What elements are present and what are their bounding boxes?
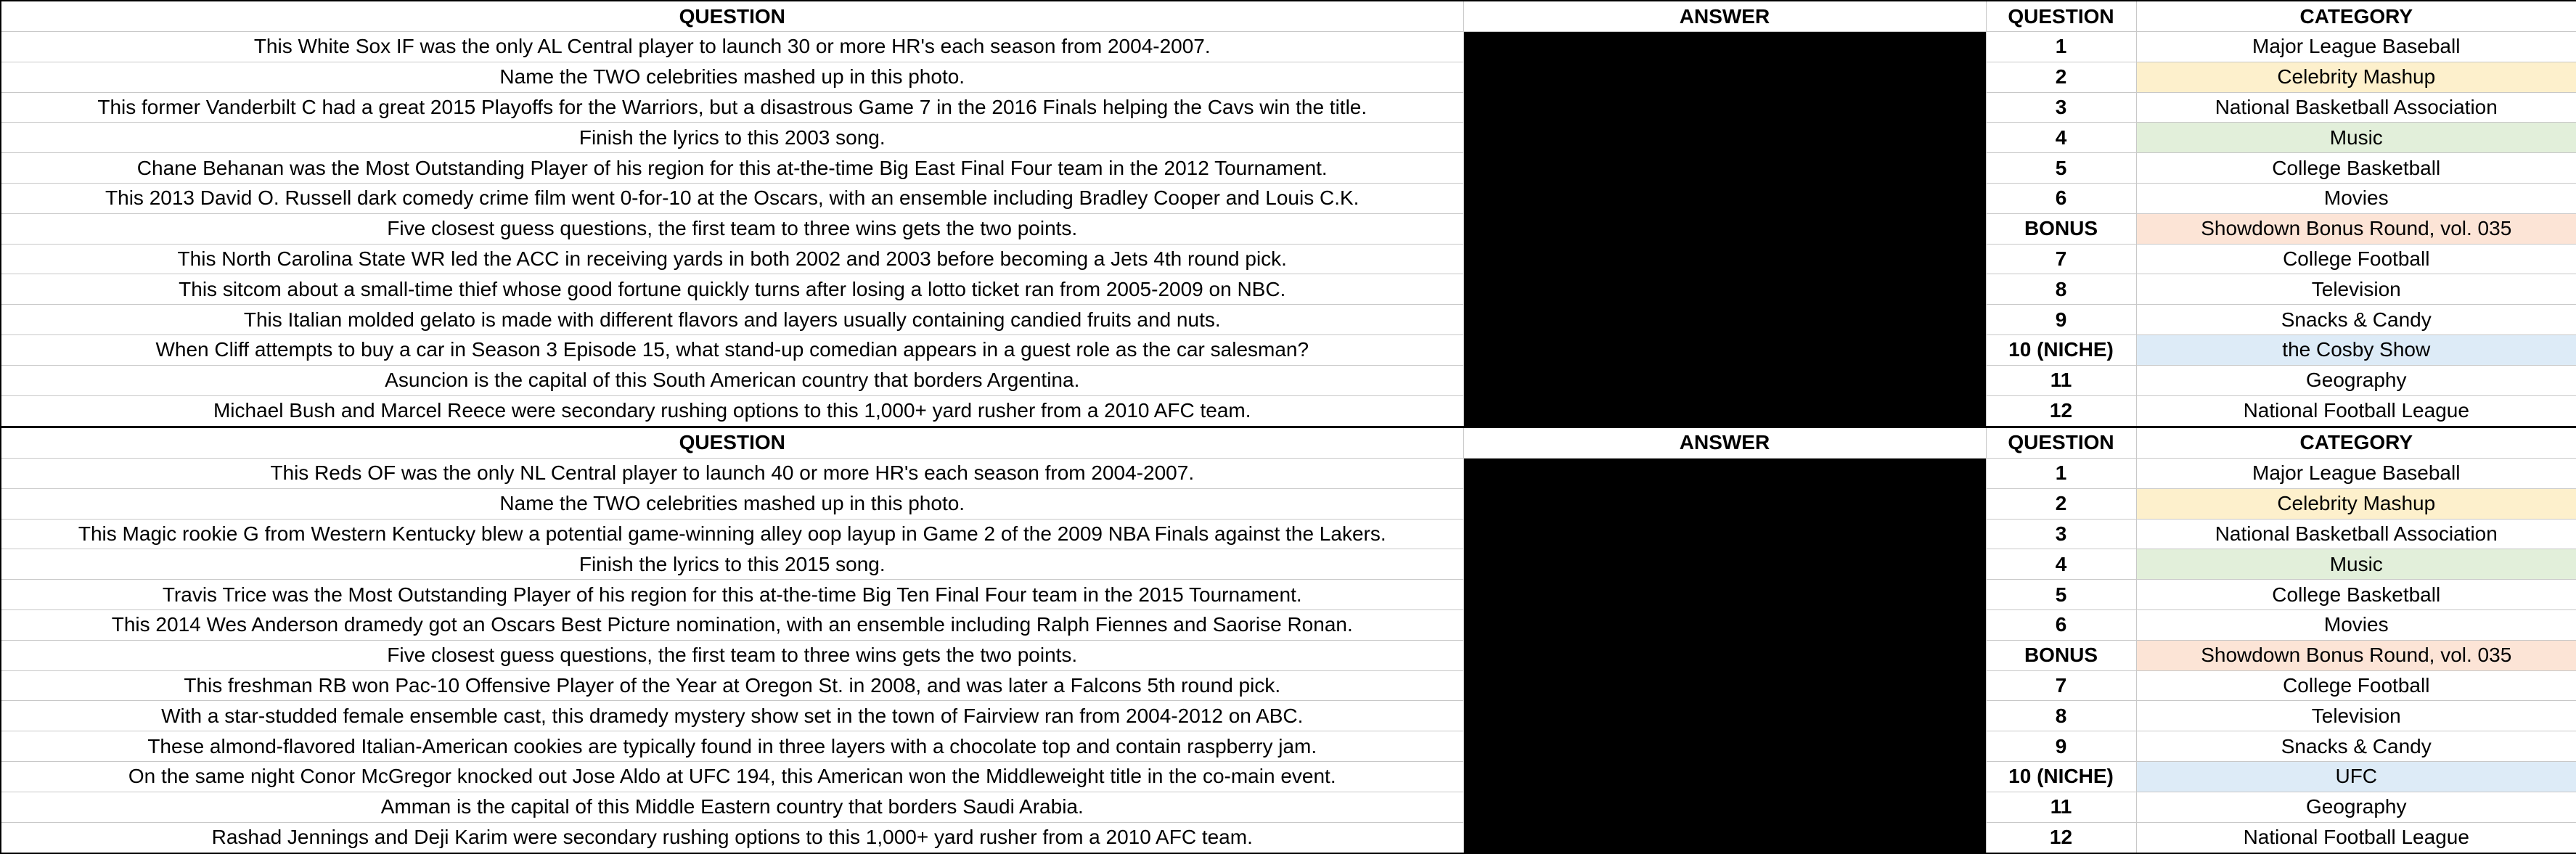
question-cell[interactable]: This Magic rookie G from Western Kentucky blew a potential game-winning alley oop layup in Game 2 of the 2009 NBA Finals against the Lakers. bbox=[1, 519, 1463, 549]
question-number-cell[interactable]: 12 bbox=[1986, 822, 2136, 853]
category-cell[interactable]: National Football League bbox=[2136, 395, 2576, 427]
header-row bbox=[1, 427, 2576, 458]
question-number-cell[interactable]: 8 bbox=[1986, 701, 2136, 731]
table-row bbox=[1, 395, 2576, 427]
table-row bbox=[1, 92, 2576, 123]
category-cell[interactable]: Snacks & Candy bbox=[2136, 305, 2576, 335]
question-number-cell[interactable]: 4 bbox=[1986, 123, 2136, 153]
question-cell[interactable]: Name the TWO celebrities mashed up in this photo. bbox=[1, 488, 1463, 519]
question-cell[interactable]: Five closest guess questions, the first team to three wins gets the two points. bbox=[1, 213, 1463, 244]
category-cell[interactable]: Music bbox=[2136, 123, 2576, 153]
question-cell[interactable]: Rashad Jennings and Deji Karim were secondary rushing options to this 1,000+ yard rusher from a 2010 AFC team. bbox=[1, 822, 1463, 853]
table-row bbox=[1, 274, 2576, 305]
category-cell[interactable]: National Basketball Association bbox=[2136, 519, 2576, 549]
header-answer[interactable]: ANSWER bbox=[1463, 1, 1986, 32]
category-cell[interactable]: College Basketball bbox=[2136, 580, 2576, 610]
category-cell[interactable]: Celebrity Mashup bbox=[2136, 62, 2576, 92]
table-row bbox=[1, 762, 2576, 792]
question-number-cell[interactable]: 12 bbox=[1986, 395, 2136, 427]
question-cell[interactable]: Michael Bush and Marcel Reece were secondary rushing options to this 1,000+ yard rusher from a 2010 AFC team. bbox=[1, 395, 1463, 427]
table-row bbox=[1, 792, 2576, 822]
question-number-cell[interactable]: 8 bbox=[1986, 274, 2136, 305]
question-number-cell[interactable]: 1 bbox=[1986, 459, 2136, 489]
question-cell[interactable]: When Cliff attempts to buy a car in Season 3 Episode 15, what stand-up comedian appears in a guest role as the car salesman? bbox=[1, 334, 1463, 365]
table-row bbox=[1, 334, 2576, 365]
question-number-cell[interactable]: 6 bbox=[1986, 184, 2136, 214]
question-number-cell[interactable]: BONUS bbox=[1986, 640, 2136, 670]
category-cell[interactable]: Geography bbox=[2136, 365, 2576, 395]
question-cell[interactable]: This 2014 Wes Anderson dramedy got an Oscars Best Picture nomination, with an ensemble including Ralph Fiennes and Saorise Ronan. bbox=[1, 610, 1463, 641]
category-cell[interactable]: Movies bbox=[2136, 184, 2576, 214]
category-cell[interactable]: Showdown Bonus Round, vol. 035 bbox=[2136, 213, 2576, 244]
question-cell[interactable]: Finish the lyrics to this 2003 song. bbox=[1, 123, 1463, 153]
category-cell[interactable]: Movies bbox=[2136, 610, 2576, 641]
question-cell[interactable]: This White Sox IF was the only AL Central player to launch 30 or more HR's each season from 2004-2007. bbox=[1, 32, 1463, 62]
category-cell[interactable]: Showdown Bonus Round, vol. 035 bbox=[2136, 640, 2576, 670]
table-row bbox=[1, 153, 2576, 184]
header-row bbox=[1, 1, 2576, 32]
category-cell[interactable]: the Cosby Show bbox=[2136, 334, 2576, 365]
category-cell[interactable]: Television bbox=[2136, 274, 2576, 305]
question-number-cell[interactable]: 5 bbox=[1986, 580, 2136, 610]
question-cell[interactable]: These almond-flavored Italian-American cookies are typically found in three layers with a chocolate top and contain raspberry jam. bbox=[1, 731, 1463, 762]
question-cell[interactable]: Chane Behanan was the Most Outstanding Player of his region for this at-the-time Big East Final Four team in the 2012 Tournament. bbox=[1, 153, 1463, 184]
question-number-cell[interactable]: 10 (NICHE) bbox=[1986, 334, 2136, 365]
question-number-cell[interactable]: 1 bbox=[1986, 32, 2136, 62]
question-number-cell[interactable]: 9 bbox=[1986, 305, 2136, 335]
category-cell[interactable]: Major League Baseball bbox=[2136, 459, 2576, 489]
question-number-cell[interactable]: BONUS bbox=[1986, 213, 2136, 244]
question-cell[interactable]: This Reds OF was the only NL Central player to launch 40 or more HR's each season from 2004-2007. bbox=[1, 459, 1463, 489]
category-cell[interactable]: National Football League bbox=[2136, 822, 2576, 853]
header-question[interactable]: QUESTION bbox=[1, 1, 1463, 32]
table-row bbox=[1, 305, 2576, 335]
answer-cell-redacted[interactable] bbox=[1463, 459, 1986, 853]
question-number-cell[interactable]: 4 bbox=[1986, 549, 2136, 580]
category-cell[interactable]: Celebrity Mashup bbox=[2136, 488, 2576, 519]
table-row bbox=[1, 365, 2576, 395]
question-cell[interactable]: Finish the lyrics to this 2015 song. bbox=[1, 549, 1463, 580]
question-cell[interactable]: This North Carolina State WR led the ACC in receiving yards in both 2002 and 2003 before becoming a Jets 4th round pick. bbox=[1, 244, 1463, 274]
table-row bbox=[1, 123, 2576, 153]
question-number-cell[interactable]: 3 bbox=[1986, 519, 2136, 549]
question-number-cell[interactable]: 7 bbox=[1986, 244, 2136, 274]
question-cell[interactable]: Five closest guess questions, the first team to three wins gets the two points. bbox=[1, 640, 1463, 670]
table-row bbox=[1, 580, 2576, 610]
table-row bbox=[1, 731, 2576, 762]
question-number-cell[interactable]: 2 bbox=[1986, 488, 2136, 519]
table-row bbox=[1, 488, 2576, 519]
category-cell[interactable]: College Basketball bbox=[2136, 153, 2576, 184]
table-row bbox=[1, 549, 2576, 580]
question-number-cell[interactable]: 3 bbox=[1986, 92, 2136, 123]
question-cell[interactable]: This 2013 David O. Russell dark comedy crime film went 0-for-10 at the Oscars, with an ensemble including Bradley Cooper and Louis C.K. bbox=[1, 184, 1463, 214]
category-cell[interactable]: National Basketball Association bbox=[2136, 92, 2576, 123]
question-number-cell[interactable]: 9 bbox=[1986, 731, 2136, 762]
header-category[interactable]: CATEGORY bbox=[2136, 427, 2576, 458]
category-cell[interactable]: College Football bbox=[2136, 244, 2576, 274]
category-cell[interactable]: Music bbox=[2136, 549, 2576, 580]
table-row bbox=[1, 213, 2576, 244]
category-cell[interactable]: Snacks & Candy bbox=[2136, 731, 2576, 762]
question-cell[interactable]: On the same night Conor McGregor knocked out Jose Aldo at UFC 194, this American won the Middleweight title in the co-main event. bbox=[1, 762, 1463, 792]
question-number-cell[interactable]: 7 bbox=[1986, 670, 2136, 701]
question-cell[interactable]: Name the TWO celebrities mashed up in this photo. bbox=[1, 62, 1463, 92]
table-row bbox=[1, 610, 2576, 641]
category-cell[interactable]: Major League Baseball bbox=[2136, 32, 2576, 62]
table-row bbox=[1, 822, 2576, 853]
header-question-number[interactable]: QUESTION bbox=[1986, 427, 2136, 458]
question-cell[interactable]: This former Vanderbilt C had a great 2015 Playoffs for the Warriors, but a disastrous Game 7 in the 2016 Finals helping the Cavs win the title. bbox=[1, 92, 1463, 123]
table-row bbox=[1, 670, 2576, 701]
answer-cell-redacted[interactable] bbox=[1463, 32, 1986, 427]
question-number-cell[interactable]: 11 bbox=[1986, 365, 2136, 395]
table-row bbox=[1, 640, 2576, 670]
question-number-cell[interactable]: 2 bbox=[1986, 62, 2136, 92]
category-cell[interactable]: Geography bbox=[2136, 792, 2576, 822]
question-cell[interactable]: Travis Trice was the Most Outstanding Player of his region for this at-the-time Big Ten Final Four team in the 2015 Tournament. bbox=[1, 580, 1463, 610]
category-cell[interactable]: College Football bbox=[2136, 670, 2576, 701]
question-number-cell[interactable]: 5 bbox=[1986, 153, 2136, 184]
question-cell[interactable]: This freshman RB won Pac-10 Offensive Player of the Year at Oregon St. in 2008, and was later a Falcons 5th round pick. bbox=[1, 670, 1463, 701]
header-answer[interactable]: ANSWER bbox=[1463, 427, 1986, 458]
table-row bbox=[1, 701, 2576, 731]
table-row bbox=[1, 244, 2576, 274]
question-number-cell[interactable]: 6 bbox=[1986, 610, 2136, 641]
table-row bbox=[1, 459, 2576, 489]
table-row bbox=[1, 32, 2576, 62]
question-cell[interactable]: This Italian molded gelato is made with different flavors and layers usually containing candied fruits and nuts. bbox=[1, 305, 1463, 335]
table-row bbox=[1, 519, 2576, 549]
question-cell[interactable]: Amman is the capital of this Middle Eastern country that borders Saudi Arabia. bbox=[1, 792, 1463, 822]
category-cell[interactable]: UFC bbox=[2136, 762, 2576, 792]
table-row bbox=[1, 62, 2576, 92]
category-cell[interactable]: Television bbox=[2136, 701, 2576, 731]
question-number-cell[interactable]: 10 (NICHE) bbox=[1986, 762, 2136, 792]
header-question-number[interactable]: QUESTION bbox=[1986, 1, 2136, 32]
question-cell[interactable]: This sitcom about a small-time thief whose good fortune quickly turns after losing a lotto ticket ran from 2005-2009 on NBC. bbox=[1, 274, 1463, 305]
header-question[interactable]: QUESTION bbox=[1, 427, 1463, 458]
question-cell[interactable]: Asuncion is the capital of this South American country that borders Argentina. bbox=[1, 365, 1463, 395]
table-row bbox=[1, 184, 2576, 214]
question-number-cell[interactable]: 11 bbox=[1986, 792, 2136, 822]
header-category[interactable]: CATEGORY bbox=[2136, 1, 2576, 32]
question-cell[interactable]: With a star-studded female ensemble cast, this dramedy mystery show set in the town of Fairview ran from 2004-2012 on ABC. bbox=[1, 701, 1463, 731]
